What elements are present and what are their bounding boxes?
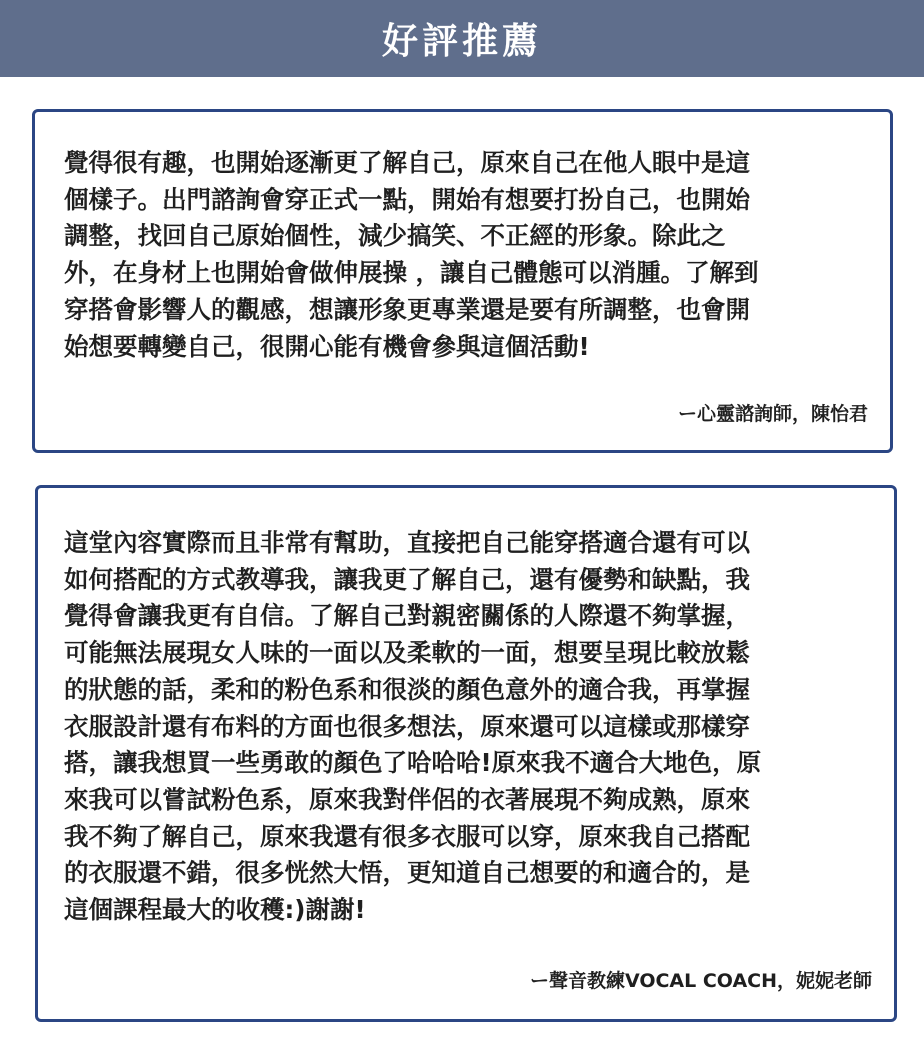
testimonial-line: 搭，讓我想買一些勇敢的顏色了哈哈哈!原來我不適合大地色，原 — [64, 748, 762, 778]
header-banner — [0, 0, 924, 77]
testimonial-line: 我不夠了解自己，原來我還有很多衣服可以穿，原來我自己搭配 — [64, 821, 750, 851]
testimonial-line: 覺得很有趣，也開始逐漸更了解自己，原來自己在他人眼中是這 — [64, 148, 750, 177]
testimonial-line: 衣服設計還有布料的方面也很多想法，原來還可以這樣或那樣穿 — [64, 711, 750, 741]
testimonial-line: 穿搭會影響人的觀感，想讓形象更專業還是要有所調整，也會開 — [64, 294, 750, 324]
testimonial-line: 可能無法展現女人味的一面以及柔軟的一面，想要呈現比較放鬆 — [64, 638, 750, 668]
testimonial-line: 覺得會讓我更有自信。了解自己對親密關係的人際還不夠掌握， — [64, 601, 750, 631]
testimonial-signature: ー聲音教練VOCAL COACH，妮妮老師 — [529, 970, 872, 992]
testimonial-line: 調整，找回自己原始個性，減少搞笑、不正經的形象。除此之 — [64, 221, 726, 251]
testimonial-line: 個樣子。出門諮詢會穿正式一點，開始有想要打扮自己，也開始 — [64, 184, 750, 214]
testimonial-line: 這堂內容實際而且非常有幫助，直接把自己能穿搭適合還有可以 — [64, 528, 750, 557]
testimonial-signature: ー心靈諮詢師，陳怡君 — [677, 403, 868, 425]
testimonial-line: 來我可以嘗試粉色系，原來我對伴侶的衣著展現不夠成熟，原來 — [64, 784, 750, 814]
testimonial-line: 這個課程最大的收穫:)謝謝! — [64, 895, 366, 925]
testimonial-text — [64, 145, 759, 365]
testimonial-line: 始想要轉變自己，很開心能有機會參與這個活動! — [64, 331, 590, 361]
testimonial-text — [64, 525, 761, 929]
testimonial-line: 的狀態的話，柔和的粉色系和很淡的顏色意外的適合我，再掌握 — [64, 674, 750, 704]
testimonial-card-2 — [35, 485, 897, 1022]
testimonial-line: 如何搭配的方式教導我，讓我更了解自己，還有優勢和缺點，我 — [64, 564, 750, 594]
testimonial-line: 外，在身材上也開始會做伸展操 ，讓自己體態可以消腫。了解到 — [64, 258, 759, 288]
testimonial-card-1 — [32, 109, 893, 453]
page-title: 好評推薦 — [381, 21, 542, 62]
testimonial-line: 的衣服還不錯，很多恍然大悟，更知道自己想要的和適合的，是 — [64, 858, 750, 888]
